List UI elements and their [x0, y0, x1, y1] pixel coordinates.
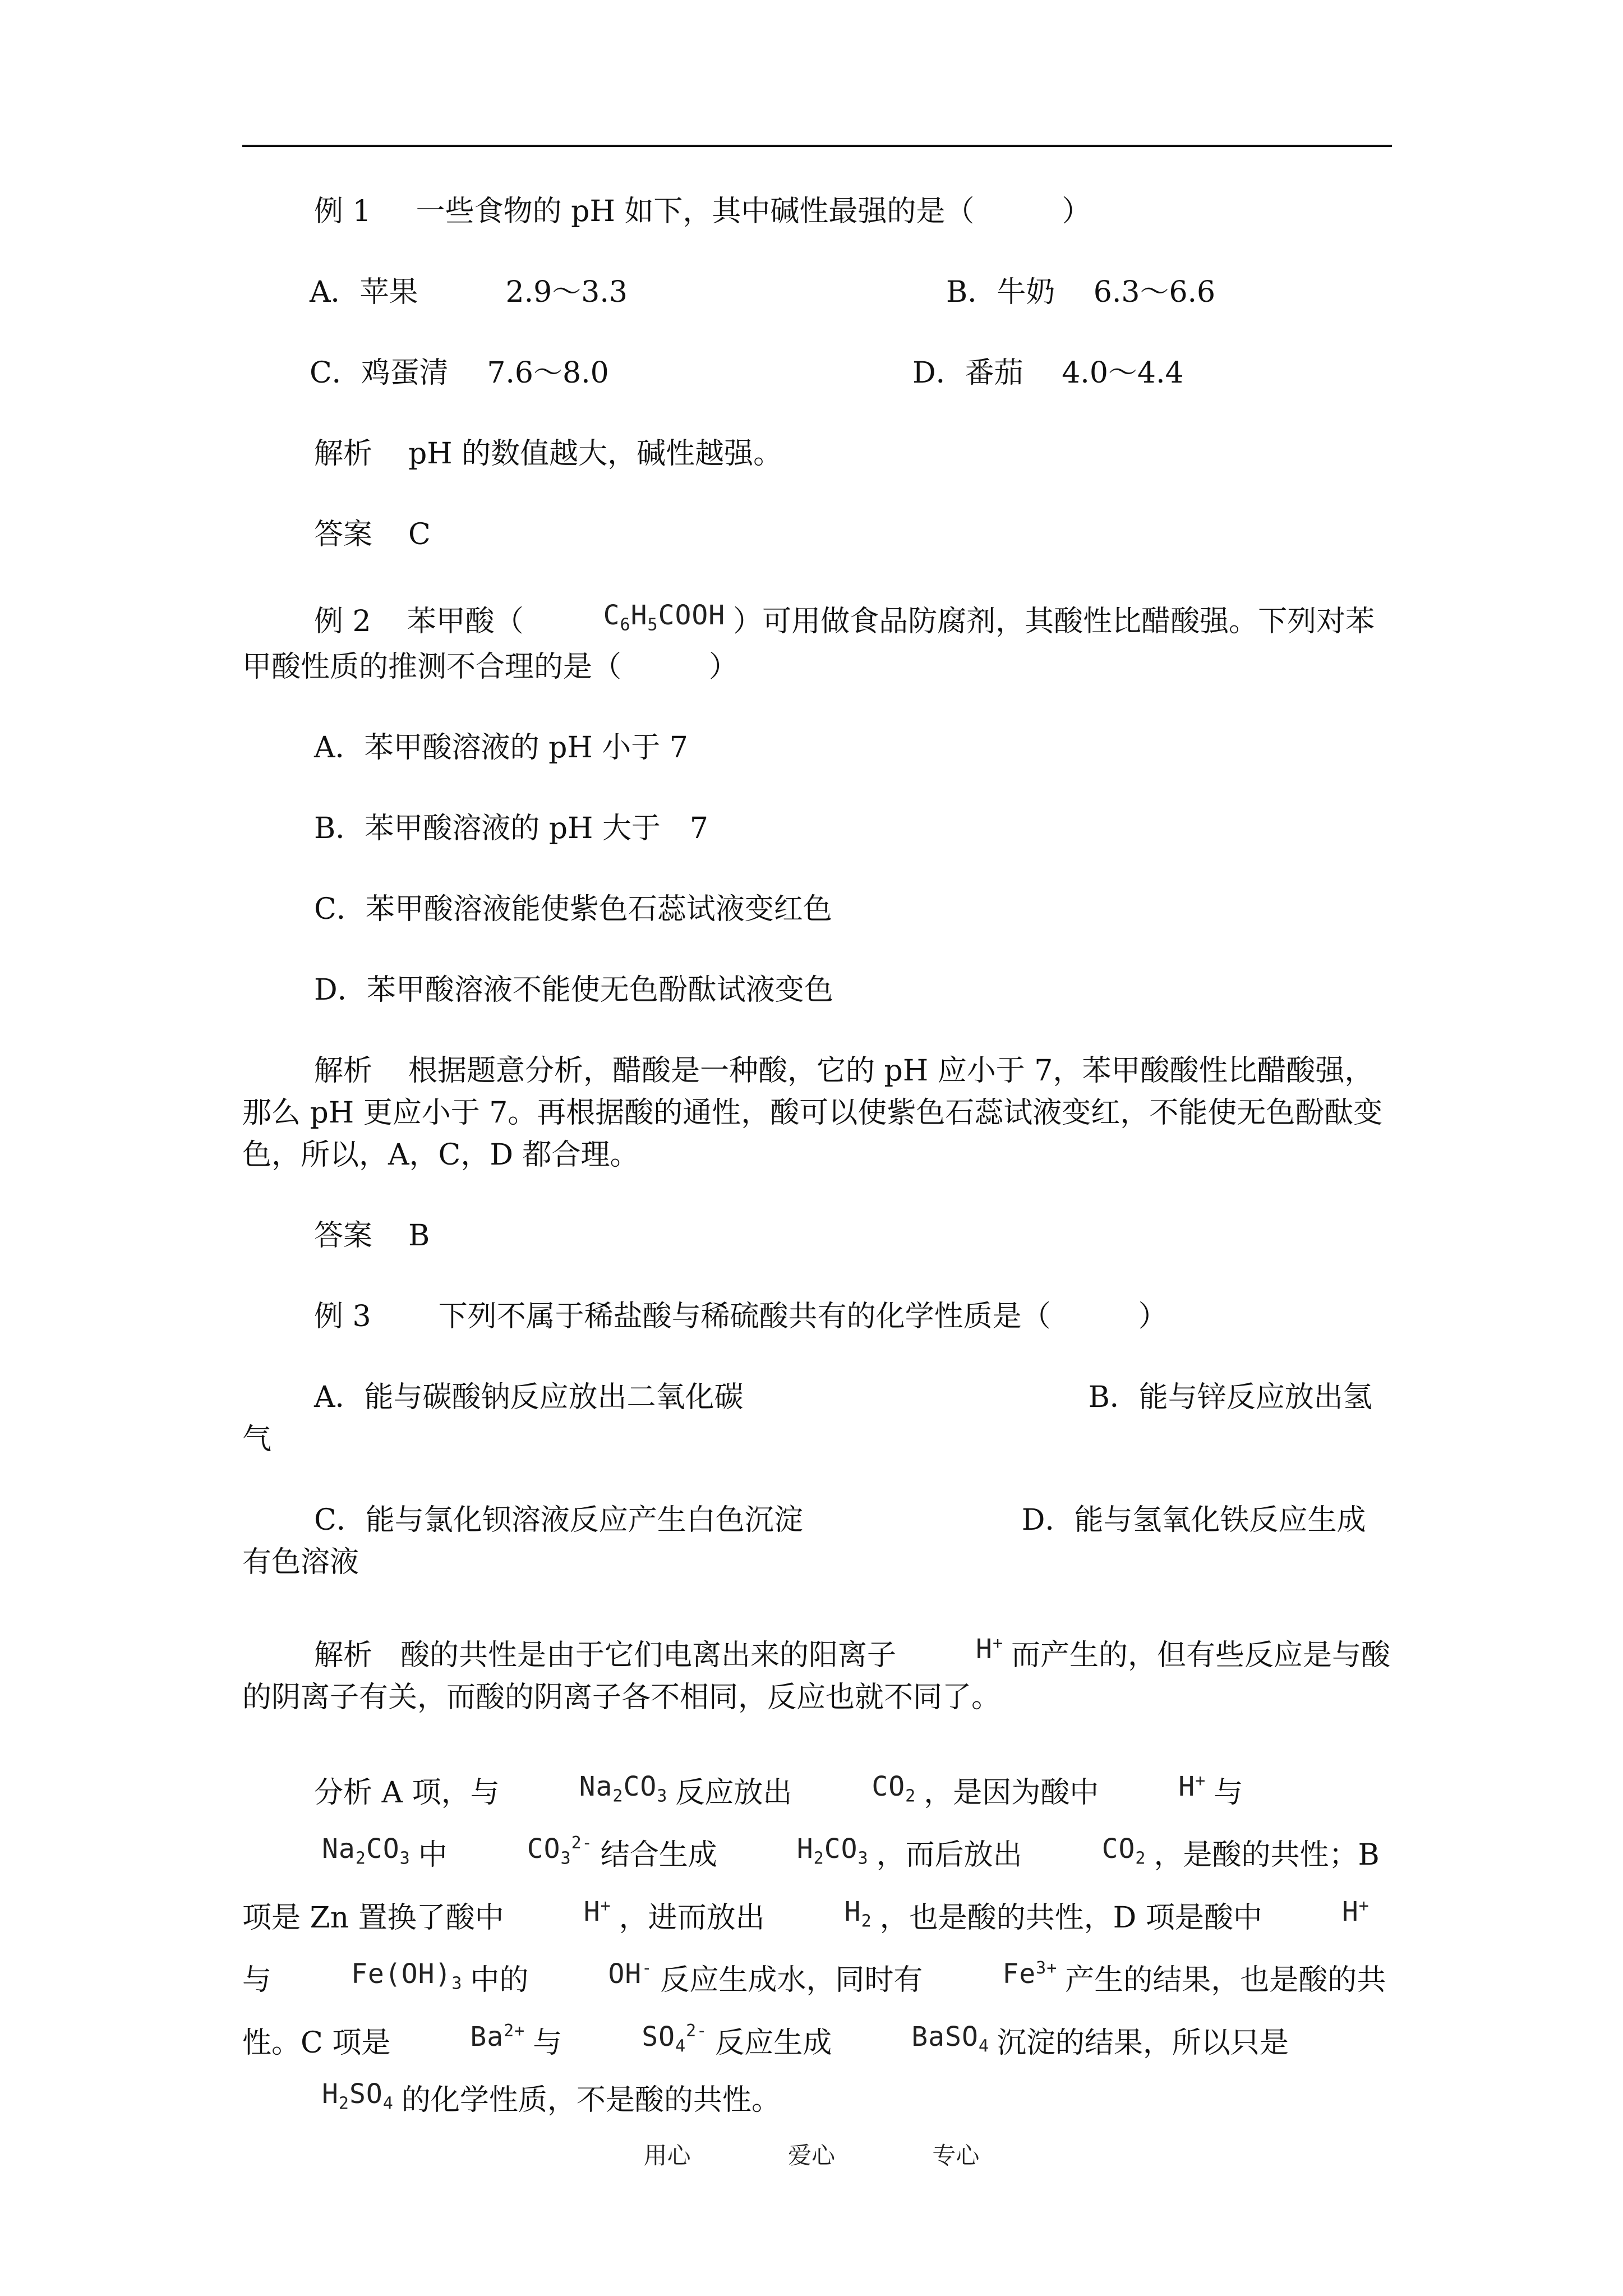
example-2-option-d: D．苯甲酸溶液不能使无色酚酞试液变色 [314, 973, 833, 1007]
formula-hydrogen-ion: H+ [976, 1633, 1003, 1665]
formula-sodium-carbonate: $Na_2CO_3$ [322, 1833, 411, 1869]
example-1-option-c: C．鸡蛋清 7.6～8.0 [310, 356, 609, 390]
document-body [242, 191, 1392, 2166]
example-2-label: 例 2 [314, 605, 371, 638]
formula-carbon-dioxide: $CO_2$ [1101, 1833, 1146, 1869]
example-3-detailed-analysis: 分析 A 项，与 $Na_2CO_3$ 反应放出 $CO_2$ ，是因为酸中 H+ 与$Na_2CO_3$ 中 $CO_3^{2-}$ 结合生成 $H_2CO_3$ ，而后放出 $CO_2$ ，是酸的共性；B 项是 Zn 置换了酸中 H+ ，进而放出 $H_2$ ，也是酸的共性，D 项是酸中 H+与 $Fe(OH)_3$ 中的 OH- 反应生成水，同时有 $Fe^{3+}$ 产生的结果，也是酸的共性。C 项是 $Ba^{2+}$ 与 $SO_4^{2-}$ 反应生成 BaSO$_4$ 沉淀的结果，所以只是$H_2SO_4$ 的化学性质，不是酸的共性。 [242, 1757, 1392, 2128]
formula-hydroxide-ion: OH- [608, 1958, 653, 1990]
example-2-answer: 答案 B [314, 1218, 430, 1253]
example-1-question: 例 1 一些食物的 pH 如下，其中碱性最强的是（ ） [314, 195, 1091, 228]
example-3-option-d: D．能与氢氧化铁反应 [1021, 1503, 1308, 1537]
footer-word-3: 专心 [932, 2142, 980, 2169]
formula-benzoic-acid: $C_6H_5COOH$ [603, 600, 726, 635]
formula-hydrogen-ion: H+ [1341, 1895, 1370, 1927]
formula-hydrogen-ion: H+ [1178, 1770, 1206, 1802]
example-2-option-a: A．苯甲酸溶液的 pH 小于 7 [314, 730, 688, 765]
example-3-question: 例 3 下列不属于稀盐酸与稀硫酸共有的化学性质是（ ） [314, 1299, 1168, 1333]
example-1-analysis: 解析 pH 的数值越大，碱性越强。 [314, 437, 783, 471]
example-3-option-a: A．能与碳酸钠反应放出二氧化碳 [314, 1380, 744, 1414]
example-1-options-ab [242, 272, 1392, 314]
example-3-label: 例 3 [314, 1299, 371, 1333]
formula-sulfate-ion: $SO_4^{2-}$ [642, 2021, 708, 2056]
formula-barium-ion: $Ba^{2+}$ [470, 2021, 525, 2053]
footer-word-1: 用心 [643, 2142, 691, 2169]
example-1-option-b: B．牛奶 6.3～6.6 [946, 275, 1216, 309]
formula-hydrogen-gas: $H_2$ [844, 1895, 872, 1931]
formula-iron-hydroxide: $Fe(OH)_3$ [351, 1958, 463, 1994]
example-3-analysis: 解析 酸的共性是由于它们电离出来的阳离子 H+ 而产生的，但有些反应是与酸的阴离子有关，而酸的阴离子各不相同，反应也就不同了。 [242, 1622, 1392, 1719]
formula-sodium-carbonate: $Na_2CO_3$ [579, 1770, 668, 1806]
example-1-options-cd [242, 352, 1392, 394]
header-rule [242, 145, 1392, 147]
formula-carbon-dioxide: $CO_2$ [872, 1770, 916, 1806]
formula-sulfuric-acid: $H_2SO_4$ [322, 2078, 394, 2114]
example-2-option-b: B．苯甲酸溶液的 pH 大于 7 [314, 811, 708, 845]
example-2-question: 例 2 苯甲酸（ $C_6H_5COOH$ ）可用做食品防腐剂，其酸性比醋酸强。下列对苯甲酸性质的推测不合理的是（ ） [242, 595, 1392, 688]
formula-carbonic-acid: $H_2CO_3$ [796, 1833, 869, 1869]
example-3-options-cd: C．能与氯化钡溶液反应产生白色沉淀 D．能与氢氧化铁反应生成有色溶液 [242, 1503, 1366, 1579]
example-2-option-c: C．苯甲酸溶液能使紫色石蕊试液变红色 [314, 892, 832, 926]
formula-carbonate-ion: $CO_3^{2-}$ [527, 1833, 593, 1869]
example-1-option-d: D．番茄 4.0～4.4 [912, 356, 1184, 390]
example-1-option-a: A．苹果 2.9～3.3 [310, 275, 628, 309]
example-1-label: 例 1 [314, 195, 371, 228]
page-footer [0, 2137, 1623, 2171]
formula-iron-ion: $Fe^{3+}$ [1002, 1958, 1058, 1990]
example-3-options-ab: A．能与碳酸钠反应放出二氧化碳 B．能与锌反应放出氢气 [242, 1380, 1372, 1456]
footer-word-2: 爱心 [787, 2142, 835, 2169]
example-2-analysis: 解析 根据题意分析，醋酸是一种酸，它的 pH 应小于 7，苯甲酸酸性比醋酸强，那么 pH 更应小于 7。再根据酸的通性，酸可以使紫色石蕊试液变红，不能使无色酚酞变色，所以，A，C，D 都合理。 [242, 1053, 1383, 1172]
example-3-option-b: B．能与锌反应放 [1088, 1380, 1314, 1414]
example-3-option-c: C．能与氯化钡溶液反应产生白色沉淀 [314, 1503, 803, 1537]
example-1-answer: 答案 C [314, 518, 431, 551]
formula-barium-sulfate: BaSO$_4$ [911, 2021, 989, 2056]
formula-hydrogen-ion: H+ [583, 1895, 611, 1927]
